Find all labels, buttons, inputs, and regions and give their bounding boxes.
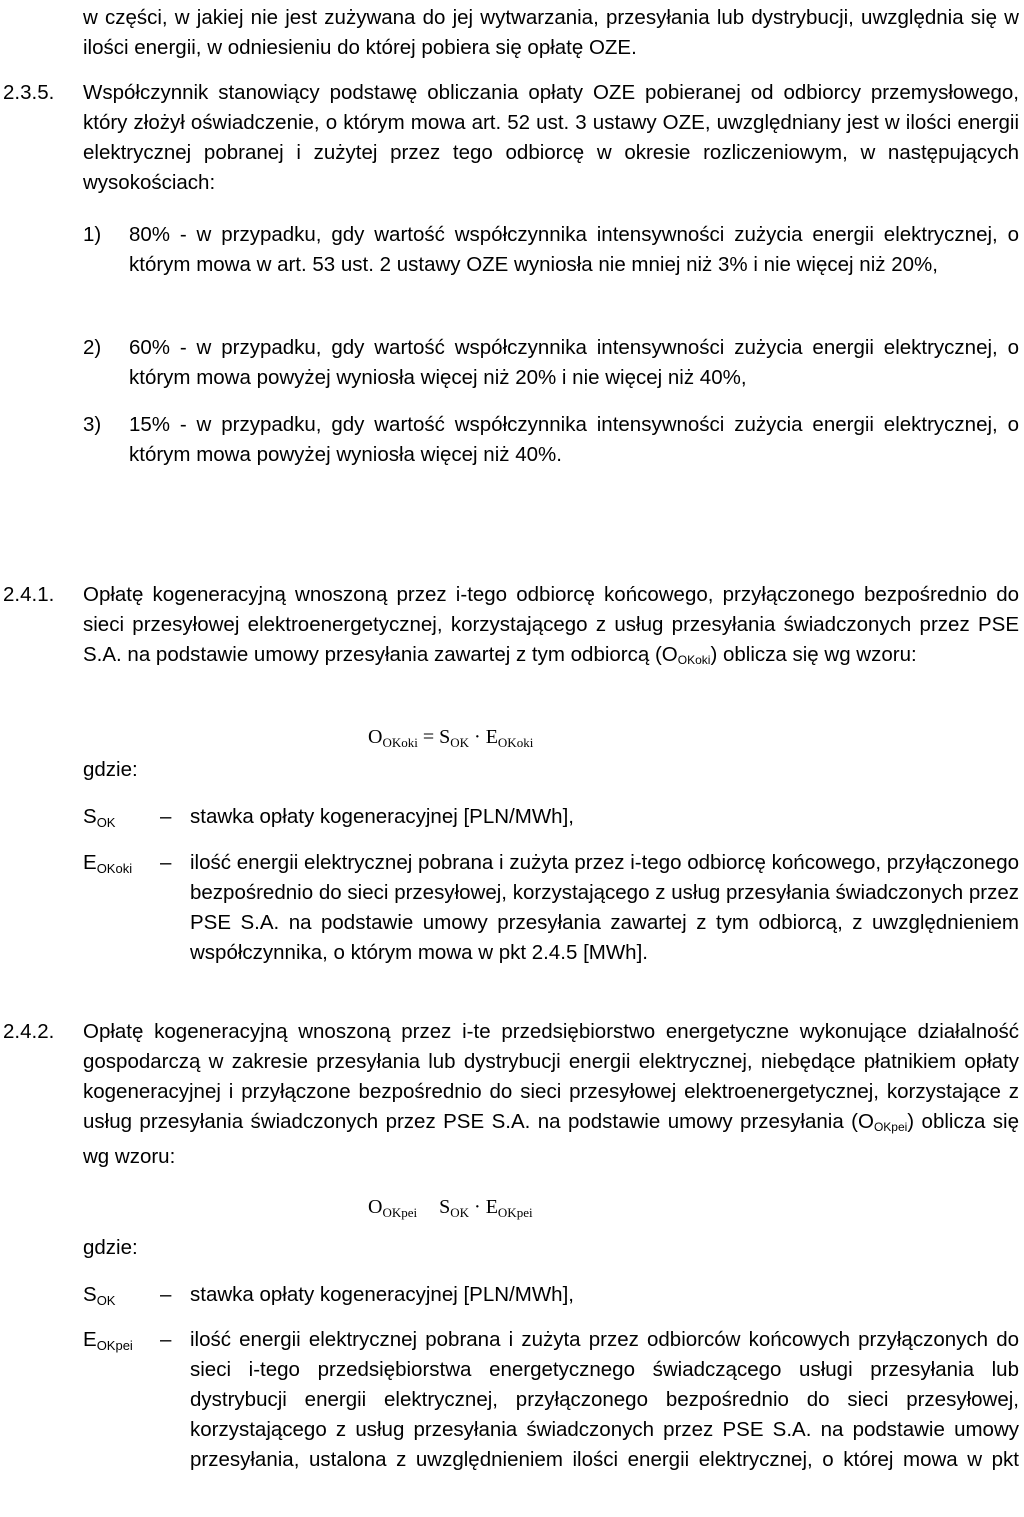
- list-number-3: 3): [83, 413, 102, 436]
- section-number-2-4-2: 2.4.2.: [3, 1020, 55, 1043]
- def-eokoki: ilość energii elektrycznej pobrana i zużyta przez i-tego odbiorcę końcowego, przyłączonego bezpośrednio do sieci przesyłowej, korzystającego z usług przesyłania świadczonych przez PSE S.A. na podstawie umowy przesyłania zawartej z tym odbiorcą, z uwzględnieniem współczynnika, o którym mowa w pkt 2.4.5 [MWh].: [190, 851, 1019, 964]
- section-2-4-2-text: Opłatę kogeneracyjną wnoszoną przez i-te przedsiębiorstwo energetyczne wykonujące działalność gospodarczą w zakresie przesyłania lub dystrybucji energii elektrycznej, niebędące płatnikiem opłaty kogeneracyjnej i przyłączone bezpośrednio do sieci przesyłowej elektroenergetycznej, korzystające z usług przesyłania świadczonych przez PSE S.A. na podstawie umowy przesyłania $(O_{OKpei})$ oblicza się wg wzoru:: [83, 1020, 1019, 1168]
- formula-2-4-1: $O_{OKoki} = S_{OK} \cdot E_{OKoki}$: [368, 726, 534, 750]
- section-number-2-3-5: 2.3.5.: [3, 81, 55, 104]
- dash-sok-2: –: [160, 1283, 172, 1306]
- def-eokpei: ilość energii elektrycznej pobrana i zużyta przez odbiorców końcowych przyłączonych do sieci i-tego przedsiębiorstwa energetycznego świadczącego usługi przesyłania lub dystrybucji energii elektrycznej, przyłączonego bezpośrednio do sieci przesyłowej, korzystającego z usług przesyłania świadczonych przez PSE S.A. na podstawie umowy przesyłania, ustalona z uwzględnieniem ilości energii elektrycznej, o której mowa w pkt: [190, 1328, 1019, 1471]
- intro-paragraph: w części, w jakiej nie jest zużywana do jej wytwarzania, przesyłania lub dystrybucji, uwzględnia się w ilości energii, w odniesieniu do której pobiera się opłatę OZE.: [83, 6, 1019, 59]
- symbol-eokoki: $E_{OKoki}$: [83, 851, 133, 876]
- section-2-3-5-text: Współczynnik stanowiący podstawę obliczania opłaty OZE pobieranej od odbiorcy przemysłowego, który złożył oświadczenie, o którym mowa art. 52 ust. 3 ustawy OZE, uwzględniany jest w ilości energii elektrycznej pobranej i zużytej przez tego odbiorcę w okresie rozliczeniowym, w następujących wysokościach:: [83, 81, 1019, 194]
- def-sok-2: stawka opłaty kogeneracyjnej [PLN/MWh],: [190, 1283, 574, 1306]
- list-number-1: 1): [83, 223, 102, 246]
- dash-eokoki: –: [160, 851, 172, 874]
- section-2-4-1-text: Opłatę kogeneracyjną wnoszoną przez i-tego odbiorcę końcowego, przyłączonego bezpośrednio do sieci przesyłowej elektroenergetycznej, korzystającego z usług przesyłania świadczonych przez PSE S.A. na podstawie umowy przesyłania zawartej z tym odbiorcą $(O_{OKoki})$ oblicza się wg wzoru:: [83, 583, 1019, 667]
- symbol-sok-1: $S_{OK}$: [83, 805, 116, 830]
- dash-sok-1: –: [160, 805, 172, 828]
- list-item-1: 80% - w przypadku, gdy wartość współczynnika intensywności zużycia energii elektrycznej, o którym mowa w art. 53 ust. 2 ustawy OZE wyniosła nie mniej niż 3% i nie więcej niż 20%,: [129, 223, 1019, 276]
- list-number-2: 2): [83, 336, 102, 359]
- list-item-2: 60% - w przypadku, gdy wartość współczynnika intensywności zużycia energii elektrycznej, o którym mowa powyżej wyniosła więcej niż 20% i nie więcej niż 40%,: [129, 336, 1019, 389]
- dash-eokpei: –: [160, 1328, 172, 1351]
- section-number-2-4-1: 2.4.1.: [3, 583, 55, 606]
- gdzie-label-2: gdzie:: [83, 1236, 138, 1259]
- gdzie-label-1: gdzie:: [83, 758, 138, 781]
- symbol-eokpei: $E_{OKpei}$: [83, 1328, 133, 1353]
- symbol-sok-2: $S_{OK}$: [83, 1283, 116, 1308]
- list-item-3: 15% - w przypadku, gdy wartość współczynnika intensywności zużycia energii elektrycznej, o którym mowa powyżej wyniosła więcej niż 40%.: [129, 413, 1019, 466]
- def-sok-1: stawka opłaty kogeneracyjnej [PLN/MWh],: [190, 805, 574, 828]
- formula-2-4-2: $O_{OKpei}$ $S_{OK} \cdot E_{OKpei}$: [368, 1196, 533, 1220]
